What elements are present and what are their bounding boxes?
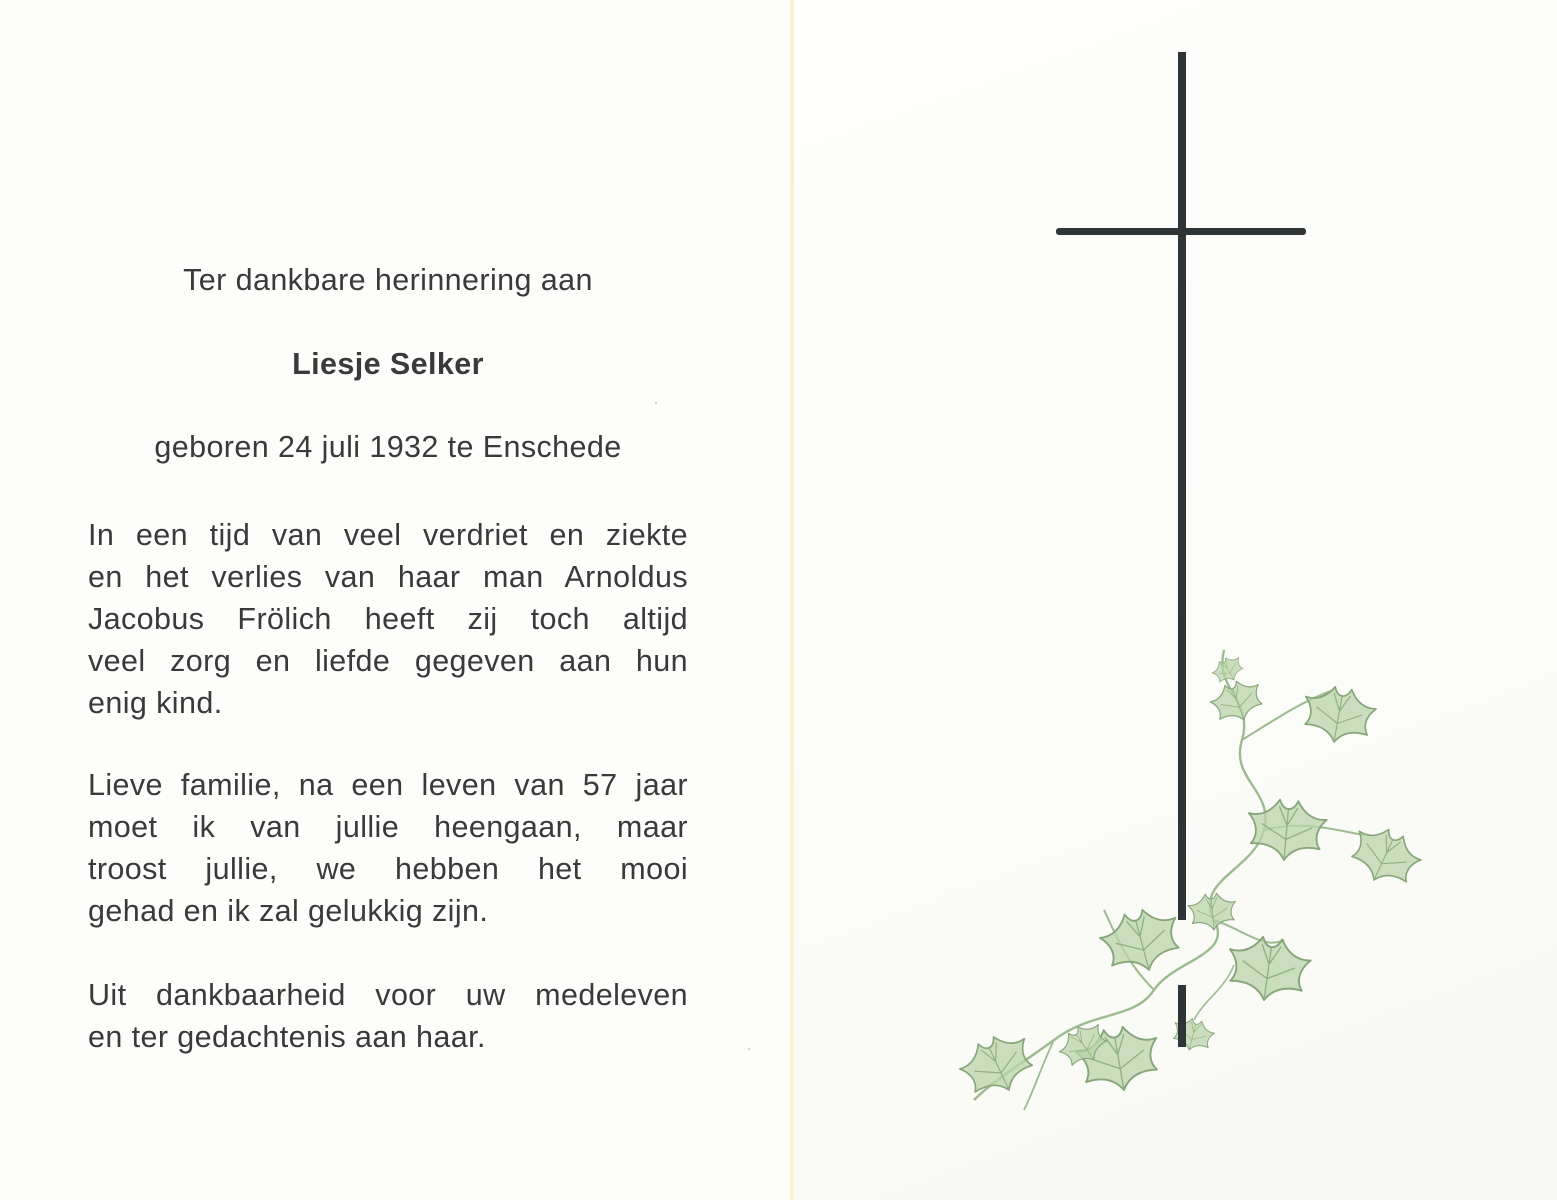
paragraph-1-line: Jacobus Frölich heeft zij toch altijd	[88, 602, 688, 636]
paragraph-1-line: veel zorg en liefde gegeven aan hun	[88, 644, 688, 678]
ivy-leaves-icon	[954, 650, 1427, 1110]
paragraph-2-line: Lieve familie, na een leven van 57 jaar	[88, 768, 688, 802]
paragraph-1-line: enig kind.	[88, 686, 223, 720]
paragraph-1	[88, 514, 688, 724]
paper-speck	[748, 1048, 750, 1050]
intro-line: Ter dankbare herinnering aan	[183, 263, 593, 297]
paragraph-2	[88, 764, 688, 932]
paragraph-2-line: troost jullie, we hebben het mooi	[88, 852, 688, 886]
artwork-illustration	[794, 0, 1557, 1200]
paragraph-1-line: In een tijd van veel verdriet en ziekte	[88, 518, 688, 552]
cross-icon	[1056, 52, 1306, 1047]
paragraph-1-line: en het verlies van haar man Arnoldus	[88, 560, 688, 594]
paper-speck	[655, 402, 657, 404]
paragraph-3-line: en ter gedachtenis aan haar.	[88, 1020, 486, 1054]
paragraph-3-line: Uit dankbaarheid voor uw medeleven	[88, 978, 688, 1012]
paragraph-2-line: moet ik van jullie heengaan, maar	[88, 810, 688, 844]
deceased-name: Liesje Selker	[292, 347, 484, 381]
paragraph-3	[88, 974, 688, 1058]
birth-line: geboren 24 juli 1932 te Enschede	[154, 430, 622, 464]
paragraph-2-line: gehad en ik zal gelukkig zijn.	[88, 894, 489, 928]
